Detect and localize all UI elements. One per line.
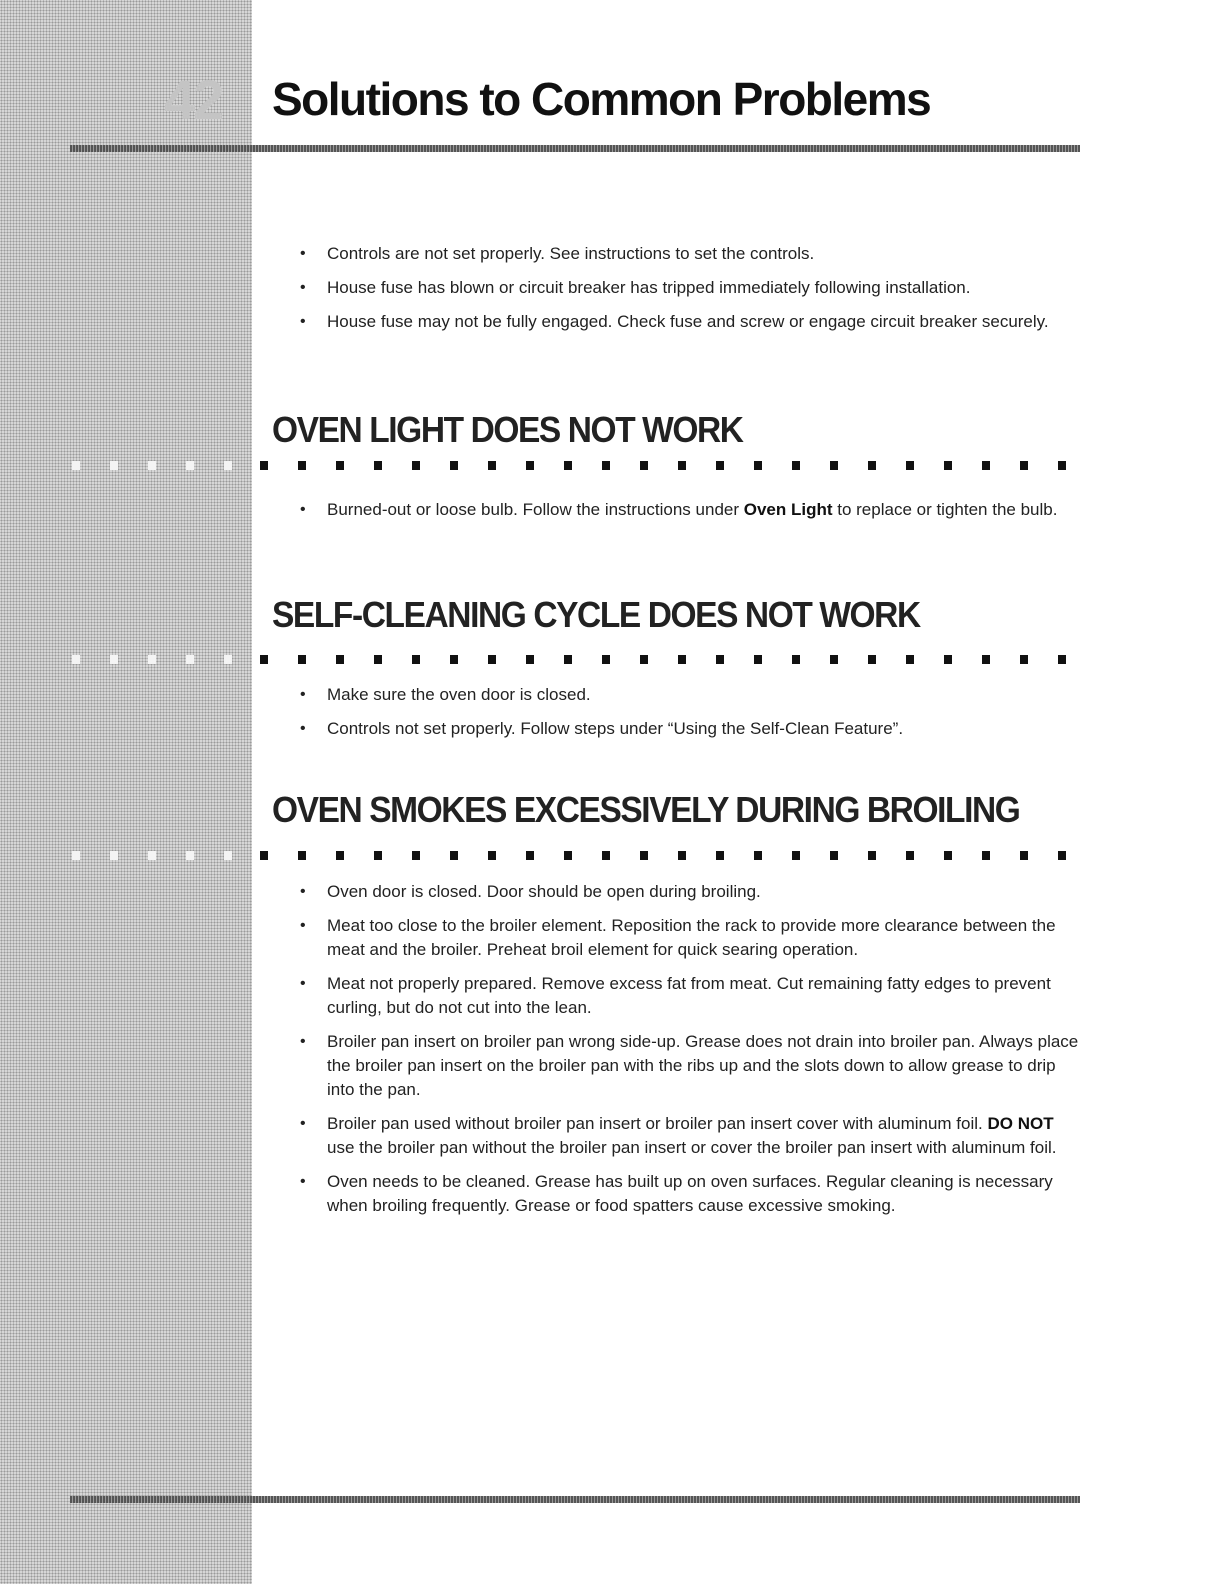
section-title-oven-light: OVEN LIGHT DOES NOT WORK [272,409,743,450]
list-item: • Controls are not set properly. See instructions to set the controls. [300,242,1080,266]
page-number: 42 [164,68,223,131]
list-item: • Make sure the oven door is closed. [300,683,1080,707]
section-divider-left [72,851,242,860]
section-divider-left [72,655,242,664]
list-item: • Controls not set properly. Follow steps under “Using the Self-Clean Feature”. [300,717,1080,741]
self-clean-list [300,683,1080,751]
section-title-self-clean: SELF-CLEANING CYCLE DOES NOT WORK [272,594,920,635]
oven-light-list [300,498,1080,532]
section-divider [260,461,1080,471]
header-rule [70,145,1080,152]
footer-rule [70,1496,1080,1503]
list-item: • House fuse may not be fully engaged. Check fuse and screw or engage circuit breaker securely. [300,310,1080,334]
section-title-oven-smokes: OVEN SMOKES EXCESSIVELY DURING BROILING [272,789,1020,830]
oven-smokes-list [300,880,1080,1228]
list-item: • Meat too close to the broiler element. Reposition the rack to provide more clearance between the meat and the broiler. Preheat broil element for quick searing operation. [300,914,1080,962]
page-title: Solutions to Common Problems [272,73,931,125]
list-item: • Broiler pan insert on broiler pan wrong side-up. Grease does not drain into broiler pan. Always place the broiler pan insert on the broiler pan with the ribs up and the slots down to allow grease to drip into the pan. [300,1030,1080,1102]
list-item: • Broiler pan used without broiler pan insert or broiler pan insert cover with aluminum foil. DO NOT use the broiler pan without the broiler pan insert or cover the broiler pan insert with aluminum foil. [300,1112,1080,1160]
section-divider-left [72,461,242,470]
list-item: • Meat not properly prepared. Remove excess fat from meat. Cut remaining fatty edges to prevent curling, but do not cut into the lean. [300,972,1080,1020]
list-item: • Burned-out or loose bulb. Follow the instructions under Oven Light to replace or tighten the bulb. [300,498,1080,522]
list-item: • Oven needs to be cleaned. Grease has built up on oven surfaces. Regular cleaning is necessary when broiling frequently. Grease or food spatters cause excessive smoking. [300,1170,1080,1218]
list-item: • Oven door is closed. Door should be open during broiling. [300,880,1080,904]
section-divider [260,655,1080,665]
intro-list [300,242,1080,344]
sidebar-pattern [0,0,252,1584]
section-divider [260,851,1080,861]
list-item: • House fuse has blown or circuit breaker has tripped immediately following installation. [300,276,1080,300]
